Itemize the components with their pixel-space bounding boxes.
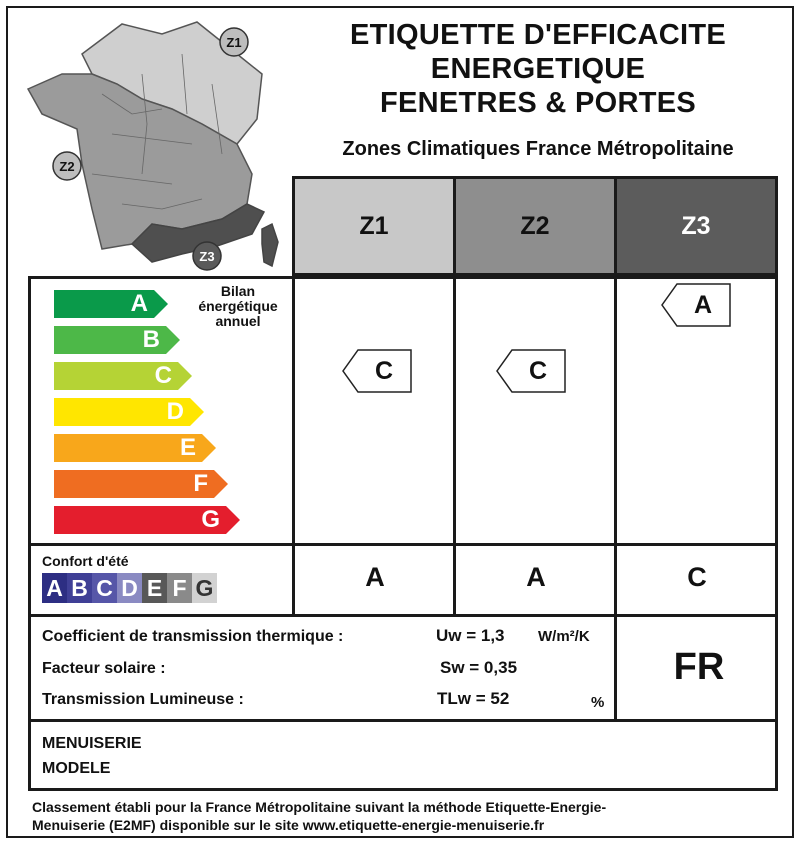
energy-class-bar-g	[54, 506, 240, 534]
product-section	[28, 719, 778, 791]
zone-badge-z3	[193, 242, 221, 270]
sw-value: Sw = 0,35	[440, 658, 518, 677]
title-line-1: ETIQUETTE D'EFFICACITE	[350, 19, 726, 51]
menuiserie-label: MENUISERIE	[42, 735, 142, 752]
zone-header-z2: Z2	[453, 176, 617, 276]
energy-class-letter: F	[193, 470, 208, 497]
energy-class-letter: C	[154, 362, 172, 389]
column-divider	[614, 276, 617, 722]
energy-rating-z1: C	[374, 357, 394, 385]
footer-line-1: Classement établi pour la France Métropolitaine suivant la méthode Etiquette-Energie-	[32, 799, 607, 815]
energy-class-bar-f	[54, 470, 228, 498]
zone-badge-z1-label: Z1	[226, 35, 242, 50]
zone-header-z3: Z3	[614, 176, 778, 276]
energy-class-letter: G	[201, 506, 220, 533]
energy-rating-z2: C	[528, 357, 548, 385]
summer-comfort-scale	[42, 573, 217, 603]
title-line-3: FENETRES & PORTES	[379, 87, 697, 119]
country-code: FR	[673, 646, 725, 688]
footer-line-2: Menuiserie (E2MF) disponible sur le site www.etiquette-energie-menuiserie.fr	[32, 817, 545, 833]
comfort-class-b: B	[67, 573, 92, 603]
modele-label: MODELE	[42, 760, 111, 777]
comfort-class-d: D	[117, 573, 142, 603]
energy-class-letter: B	[142, 326, 160, 353]
energy-class-bar-a	[54, 290, 168, 318]
bilan-label	[188, 284, 288, 329]
tlw-label: Transmission Lumineuse :	[42, 691, 244, 708]
comfort-class-a: A	[42, 573, 67, 603]
comfort-rating-z3: C	[687, 562, 707, 592]
zone-header-z1: Z1	[292, 176, 456, 276]
label-subtitle: Zones Climatiques France Métropolitaine	[342, 138, 734, 160]
uw-label: Coefficient de transmission thermique :	[42, 628, 344, 645]
bilan-line-2: énergétique	[198, 298, 278, 314]
sw-label: Facteur solaire :	[42, 660, 166, 677]
uw-unit: W/m²/K	[538, 628, 590, 645]
energy-rating-z3: A	[693, 291, 713, 319]
tlw-unit: %	[591, 694, 605, 711]
footer-note	[32, 798, 782, 834]
energy-class-bar-d	[54, 398, 204, 426]
uw-value: Uw = 1,3	[436, 626, 505, 645]
energy-class-bar-b	[54, 326, 180, 354]
zone-badge-z2	[53, 152, 81, 180]
comfort-class-f: F	[167, 573, 192, 603]
energy-rating-tag-z2	[496, 349, 566, 393]
summer-comfort-label: Confort d'été	[42, 553, 129, 569]
energy-class-bar-e	[54, 434, 216, 462]
title-line-2: ENERGETIQUE	[430, 53, 646, 85]
label-title	[300, 18, 776, 120]
energy-class-letter: D	[166, 398, 184, 425]
comfort-rating-z2: A	[526, 562, 546, 592]
tlw-value: TLw = 52	[437, 689, 510, 708]
comfort-class-g: G	[192, 573, 217, 603]
energy-rating-tag-z3	[661, 283, 731, 327]
energy-rating-tag-z1	[342, 349, 412, 393]
energy-class-letter: A	[130, 290, 148, 317]
comfort-class-c: C	[92, 573, 117, 603]
bilan-line-3: annuel	[215, 313, 261, 329]
energy-class-bar-c	[54, 362, 192, 390]
energy-class-letter: E	[179, 434, 196, 461]
zone-badge-z1	[220, 28, 248, 56]
comfort-class-e: E	[142, 573, 167, 603]
zone-badge-z2-label: Z2	[59, 159, 75, 174]
comfort-rating-z1: A	[365, 562, 385, 592]
france-climate-zones-map	[22, 14, 290, 276]
map-corsica	[262, 224, 278, 266]
zone-badge-z3-label: Z3	[199, 249, 215, 264]
bilan-line-1: Bilan	[220, 283, 256, 299]
